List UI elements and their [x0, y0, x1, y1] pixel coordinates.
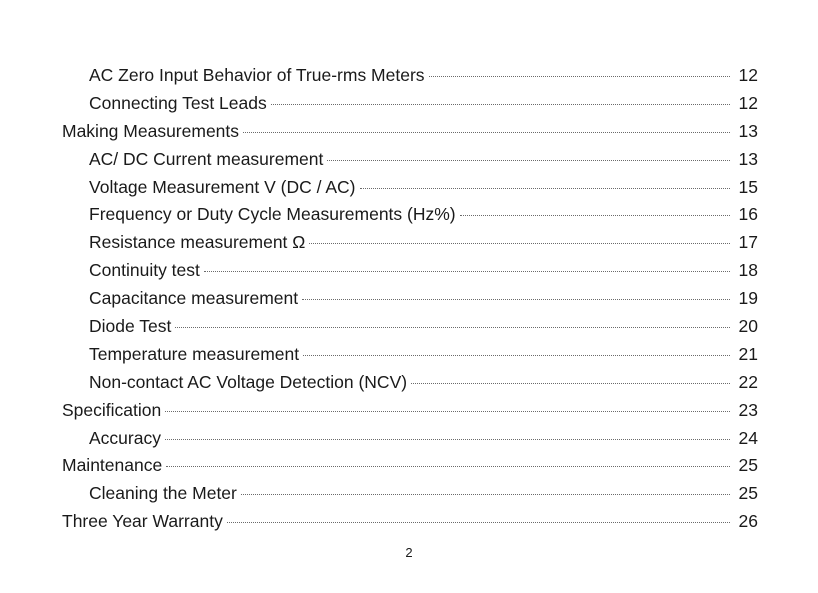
toc-entry-page: 12	[738, 92, 758, 113]
toc-entry-title: AC/ DC Current measurement	[89, 148, 324, 169]
toc-entry-title: Connecting Test Leads	[89, 92, 267, 113]
toc-dot-leader	[360, 188, 731, 189]
toc-entry[interactable]	[62, 62, 758, 90]
toc-dot-leader	[166, 466, 730, 467]
toc-dot-leader	[460, 215, 730, 216]
toc-entry-title: Maintenance	[62, 455, 163, 476]
toc-dot-leader	[243, 132, 730, 133]
toc-entry[interactable]	[62, 257, 758, 285]
toc-dot-leader	[241, 494, 730, 495]
toc-entry-title: Three Year Warranty	[62, 511, 223, 532]
page-number: 2	[405, 545, 413, 560]
toc-dot-leader	[309, 243, 730, 244]
toc-entry-page: 12	[738, 65, 758, 85]
toc-entry-page: 13	[738, 120, 758, 141]
toc-entry-page: 21	[738, 343, 758, 364]
toc-entry-page: 13	[738, 148, 758, 169]
toc-entry[interactable]	[62, 425, 758, 453]
toc-entry[interactable]	[62, 341, 758, 369]
toc-dot-leader	[327, 160, 730, 161]
toc-entry-page: 15	[738, 176, 758, 197]
toc-section-entry[interactable]	[62, 397, 758, 425]
toc-entry-title: Specification	[62, 399, 162, 420]
toc-entry[interactable]	[62, 90, 758, 118]
toc-entry[interactable]	[62, 369, 758, 397]
toc-entry-page: 24	[738, 427, 758, 448]
toc-dot-leader	[204, 271, 730, 272]
toc-dot-leader	[165, 439, 730, 440]
toc-entry-page: 22	[738, 371, 758, 392]
toc-dot-leader	[429, 76, 730, 77]
toc-entry-title: Making Measurements	[62, 120, 240, 141]
toc-dot-leader	[271, 104, 730, 105]
toc-entry[interactable]	[62, 285, 758, 313]
toc-section-entry[interactable]	[62, 118, 758, 146]
toc-entry[interactable]	[62, 313, 758, 341]
toc-entry-page: 19	[738, 288, 758, 309]
toc-entry[interactable]	[62, 480, 758, 508]
toc-entry-page: 16	[738, 204, 758, 225]
toc-dot-leader	[175, 327, 730, 328]
toc-dot-leader	[227, 522, 730, 523]
toc-dot-leader	[302, 299, 730, 300]
toc-entry-title: AC Zero Input Behavior of True-rms Meters	[89, 65, 425, 85]
toc-entry-title: Temperature measurement	[89, 343, 300, 364]
toc-entry-page: 17	[738, 232, 758, 253]
toc-dot-leader	[411, 383, 730, 384]
toc-section-entry[interactable]	[62, 452, 758, 480]
toc-entry[interactable]	[62, 201, 758, 229]
toc-entry-page: 26	[738, 511, 758, 532]
toc-entry[interactable]	[62, 229, 758, 257]
toc-entry-title: Accuracy	[89, 427, 161, 448]
toc-entry-page: 23	[738, 399, 758, 420]
toc-entry-title: Frequency or Duty Cycle Measurements (Hz%)	[89, 204, 456, 225]
toc-entry-page: 20	[738, 316, 758, 337]
toc-entry-page: 18	[738, 260, 758, 281]
toc-entry[interactable]	[62, 146, 758, 174]
toc-entry-page: 25	[738, 455, 758, 476]
toc-entry-title: Non-contact AC Voltage Detection (NCV)	[89, 371, 408, 392]
toc-entry-title: Capacitance measurement	[89, 288, 299, 309]
toc-entry-title: Cleaning the Meter	[89, 483, 237, 504]
toc-entry-page: 25	[738, 483, 758, 504]
toc-entry-title: Resistance measurement Ω	[89, 232, 306, 253]
toc-entry[interactable]	[62, 174, 758, 202]
table-of-contents	[62, 62, 758, 536]
toc-dot-leader	[165, 411, 730, 412]
toc-entry-title: Diode Test	[89, 316, 172, 337]
toc-section-entry[interactable]	[62, 508, 758, 536]
toc-entry-title: Voltage Measurement V (DC / AC)	[89, 176, 356, 197]
toc-dot-leader	[303, 355, 730, 356]
toc-entry-title: Continuity test	[89, 260, 200, 281]
